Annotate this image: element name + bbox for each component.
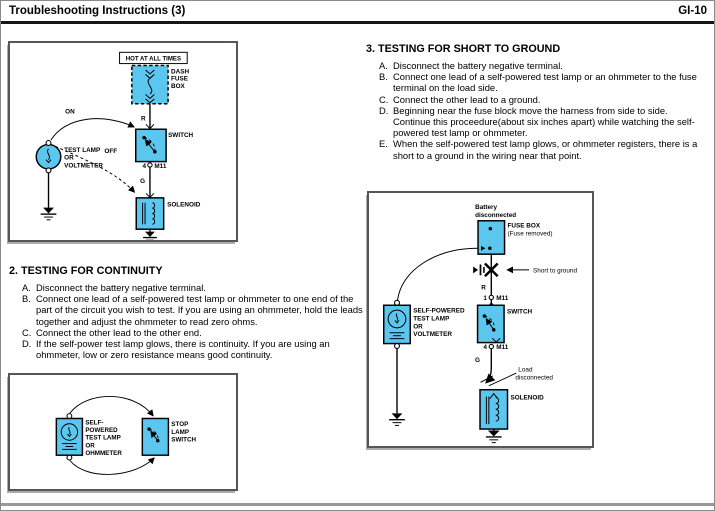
wire-g-label: G [140,178,146,186]
continuity-test-diagram [10,375,236,489]
switch-label-line: SWITCH [171,436,197,444]
section-continuity [9,265,366,360]
step-text: When the self-powered test lamp glows, or ohmmeter registers, there is a short to a ground in the wiring near that point. [393,138,698,161]
connector-name-label: M11 [496,294,509,302]
step-letter: A. [22,282,31,293]
switch-label-line: LAMP [171,428,190,436]
tester-label-line: OR [85,442,95,450]
ground-icon [41,208,57,220]
short-test-diagram [369,193,592,446]
tester-label-line: OHMMETER [85,450,122,458]
step-list [379,60,707,161]
lamp-terminal-bottom [46,168,51,173]
solenoid-box [480,390,508,429]
connector-pin-label: 1 [483,294,487,302]
step-text: Disconnect the battery negative terminal. [393,60,563,71]
fuse-box-label: FUSE BOX [507,222,541,230]
probe-lead-bottom [70,458,154,474]
self-powered-tester-box [384,305,411,343]
step-letter: D. [379,104,389,116]
short-ground-icon [473,264,484,275]
step-item [379,71,707,93]
tester-label-line: POWERED [85,427,118,434]
step-item [379,60,707,71]
test-lamp-icon [36,144,61,169]
lamp-terminal-top [46,141,51,146]
solenoid-label: SOLENOID [167,201,201,209]
fuse-box-label-line: FUSE [171,75,188,83]
step-text: If the self-power test lamp glows, there is continuity. If you are using an ohmmeter, low or zero resistance means good continuity. [36,338,330,361]
switch-label: SWITCH [168,132,194,140]
step-text: Connect the other lead to the other end. [36,326,202,338]
tester-label-line: VOLTMETER [64,162,103,170]
connector-name-label: M11 [496,343,509,351]
step-text: Connect one lead of a self-powered test lamp or an ohmmeter to the fuse terminal on the load side. [393,71,697,94]
load-note-line: Load [518,366,533,374]
tester-label-line: SELF- [85,419,104,427]
battery-note-line: disconnected [475,211,517,219]
connector-icon [148,163,152,167]
wire-r-label: R [481,284,486,292]
voltage-test-diagram-panel [8,41,238,242]
step-item [22,327,366,338]
hot-at-all-times-label: HOT AT ALL TIMES [125,56,182,63]
ground-icon [389,413,405,425]
load-pointer-line [489,373,517,386]
connector-icon [489,295,493,299]
wire-g-label: G [475,357,481,365]
step-text: Disconnect the battery negative terminal. [36,282,206,293]
voltage-test-diagram [10,43,236,240]
short-test-diagram-panel [367,191,594,448]
connector-pin-label: 4 [142,162,147,170]
tester-terminal-top [67,414,72,419]
ground-icon [486,429,502,443]
switch-box [136,129,166,161]
tester-label-line: TEST LAMP [64,146,101,154]
step-item [379,94,707,105]
step-letter: D. [22,338,32,350]
step-item [22,338,366,360]
tester-label-line: TEST LAMP [413,315,450,323]
connector-name-label: M11 [154,162,167,170]
connector-pin-label: 4 [483,343,487,351]
page-header [1,1,714,24]
page-code: GI-10 [678,5,707,17]
fuse-box-label-line: DASH [171,68,190,76]
tester-label-line: SELF-POWERED [413,307,465,315]
wire-r-label: R [140,115,146,123]
tester-terminal-bottom [395,344,400,349]
tester-terminal-bottom [67,455,72,460]
tester-label-line: OR [413,323,423,331]
solenoid-box [136,198,163,229]
step-list [22,282,366,360]
step-item [22,282,366,293]
continuity-test-diagram-panel [8,373,238,491]
connector-icon [489,344,493,348]
section-heading: 3. TESTING FOR SHORT TO GROUND [366,43,561,55]
step-text: Beginning near the fuse block move the harness from side to side. Continue this proceedure(about six inches apart) while watching the self-powered test lamp or ohmmeter. [393,104,695,139]
probe-lead-top [70,396,153,415]
switch-label: SWITCH [507,308,533,316]
fuse-removed-note: (Fuse removed) [507,230,553,238]
step-text: Connect the other lead to a ground. [393,93,541,105]
bottom-rule [1,503,714,506]
on-label: ON [65,108,75,116]
step-letter: C. [379,93,389,105]
step-text: Connect one lead of a self-powered test lamp or ohmmeter to one end of the part of the circuit you wish to test. If you are using an ohmmeter, hold the leads together and adjust the ohmmeter to read zero ohms. [36,293,363,327]
on-probe-arrow [51,119,134,140]
step-item [379,138,707,160]
switch-label-line: STOP [171,421,189,429]
step-letter: A. [379,60,388,71]
tester-label-line: TEST LAMP [85,434,121,442]
section-short-to-ground [366,43,707,161]
load-note-line: disconnected [515,374,553,382]
tester-label-line: VOLTMETER [413,331,453,339]
page-title: Troubleshooting Instructions (3) [9,5,186,17]
solenoid-label: SOLENOID [510,394,544,402]
ground-icon [143,229,157,240]
probe-lead-to-fuse [397,248,478,300]
fuse-box-label-line: BOX [171,83,185,91]
short-to-ground-label: Short to ground [533,267,578,275]
step-letter: B. [379,71,388,83]
step-item [379,105,707,139]
switch-box [478,305,505,342]
off-label: OFF [104,147,118,155]
step-item [22,293,366,327]
tester-label-line: OR [64,154,74,162]
battery-note-line: Battery [475,203,498,211]
section-heading: 2. TESTING FOR CONTINUITY [9,265,163,277]
step-letter: C. [22,326,32,338]
step-letter: E. [379,138,388,150]
step-letter: B. [22,293,31,305]
tester-terminal-top [395,300,400,305]
